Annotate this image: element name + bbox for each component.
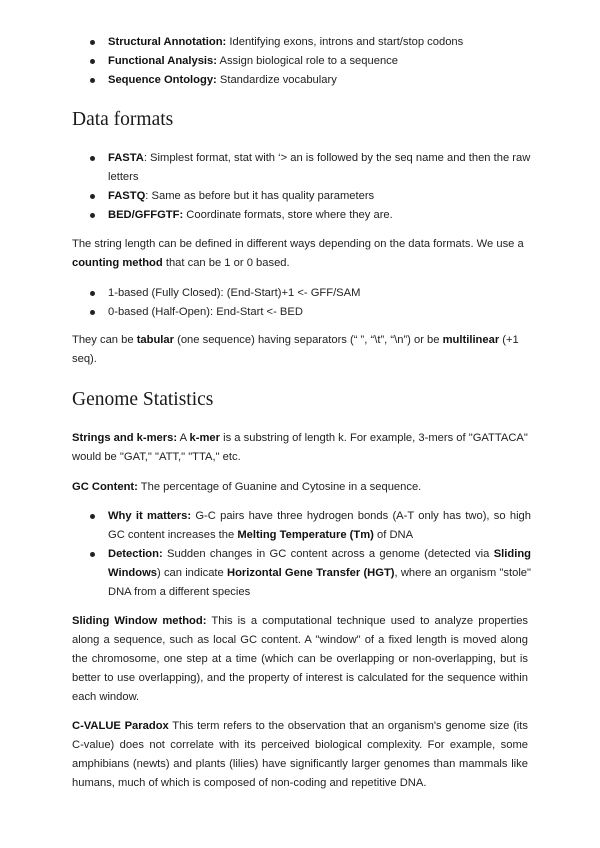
paragraph-bold: k-mer — [189, 432, 221, 444]
paragraph-label: GC Content: — [72, 481, 138, 493]
data-formats-list — [71, 149, 531, 225]
list-item-text: of DNA — [373, 529, 414, 541]
list-item-term: FASTA — [108, 152, 144, 164]
paragraph-text: is a substring of length k. For example, 3-mers of "GATTACA" would be "GAT," "ATT," "TTA," etc. — [72, 432, 528, 463]
list-item — [71, 149, 531, 187]
list-item-term: BED/GFFGTF: — [108, 209, 184, 221]
list-item-bold: Sliding Windows — [108, 548, 531, 579]
paragraph-string-length — [72, 235, 528, 273]
paragraph-text: (+1 seq). — [72, 334, 519, 365]
paragraph-bold: multilinear — [442, 334, 500, 346]
paragraph-text: that can be 1 or 0 based. — [162, 257, 290, 269]
section-heading-data-formats: Data formats — [72, 109, 174, 130]
paragraph-gc-content — [72, 478, 528, 497]
paragraph-text: This is a computational technique used to analyze properties along a sequence, such as local GC content. A "window" of a fixed length is moved along the chromosome, one step at a time (which can be overlapping or non-overlapping, but is better to use overlapping), and the property of interest is calculated for the sequence within each window. — [72, 615, 529, 703]
list-item-term: FASTQ — [108, 190, 146, 202]
section-heading-genome-statistics: Genome Statistics — [72, 389, 214, 410]
list-item — [71, 71, 531, 90]
list-item-text: Identifying exons, introns and start/stop codons — [226, 36, 464, 48]
list-item-text: , where an organism "stole" DNA from a different species — [108, 567, 532, 598]
list-item — [71, 507, 531, 545]
list-item-text: : Simplest format, stat with ‘> an is followed by the seq name and then the raw letters — [108, 152, 531, 183]
list-item-text: ) can indicate — [157, 567, 227, 579]
paragraph-text: The percentage of Guanine and Cytosine in a sequence. — [137, 481, 422, 493]
paragraph-text: This term refers to the observation that an organism's genome size (its C-value) does not correlate with its perceived biological complexity. For example, some amphibians (newts) and plants (lilies) have significantly larger genomes than mammals like humans, much of which is composed of non-coding and repetitive DNA. — [72, 720, 528, 789]
list-item-text: Standardize vocabulary — [216, 74, 337, 86]
paragraph-sliding-window — [72, 612, 528, 707]
list-item — [71, 206, 531, 225]
list-item-term: Sequence Ontology: — [108, 74, 217, 86]
paragraph-label: Sliding Window method: — [72, 615, 207, 627]
gc-list — [71, 507, 531, 602]
list-item: 1-based (Fully Closed): (End-Start)+1 <- GFF/SAM — [71, 284, 531, 303]
list-item-text: : Same as before but it has quality parameters — [145, 190, 375, 202]
list-item-text: Sudden changes in GC content across a genome (detected via — [162, 548, 494, 560]
paragraph-text: They can be — [72, 334, 137, 346]
list-item-term: Structural Annotation: — [108, 36, 227, 48]
list-item: 0-based (Half-Open): End-Start <- BED — [71, 303, 531, 322]
paragraph-c-value-paradox — [72, 717, 528, 793]
list-item-bold: Melting Temperature (Tm) — [237, 529, 374, 541]
list-item-text: Assign biological role to a sequence — [217, 55, 398, 67]
paragraph-kmers — [72, 429, 528, 467]
paragraph-tabular — [72, 331, 528, 369]
list-item-term: Why it matters: — [108, 510, 192, 522]
paragraph-label: Strings and k-mers: — [72, 432, 178, 444]
paragraph-text: A — [177, 432, 190, 444]
list-item — [71, 545, 531, 602]
paragraph-text: The string length can be defined in different ways depending on the data formats. We use a — [72, 238, 524, 250]
list-item-term: Functional Analysis: — [108, 55, 217, 67]
list-item — [71, 52, 531, 71]
list-item-text: Coordinate formats, store where they are. — [183, 209, 393, 221]
paragraph-bold: counting method — [72, 257, 163, 269]
paragraph-label: C-VALUE Paradox — [72, 720, 169, 732]
list-item-bold: Horizontal Gene Transfer (HGT) — [226, 567, 395, 579]
counting-list — [71, 284, 531, 322]
list-item — [71, 187, 531, 206]
list-item-text: G-C pairs have three hydrogen bonds (A-T only has two), so high GC content increases the — [108, 510, 532, 541]
list-item-term: Detection: — [108, 548, 163, 560]
annotation-list — [71, 33, 531, 90]
paragraph-text: (one sequence) having separators (“ ”, “\t”, “\n”) or be — [174, 334, 443, 346]
paragraph-bold: tabular — [136, 334, 174, 346]
list-item — [71, 33, 531, 52]
